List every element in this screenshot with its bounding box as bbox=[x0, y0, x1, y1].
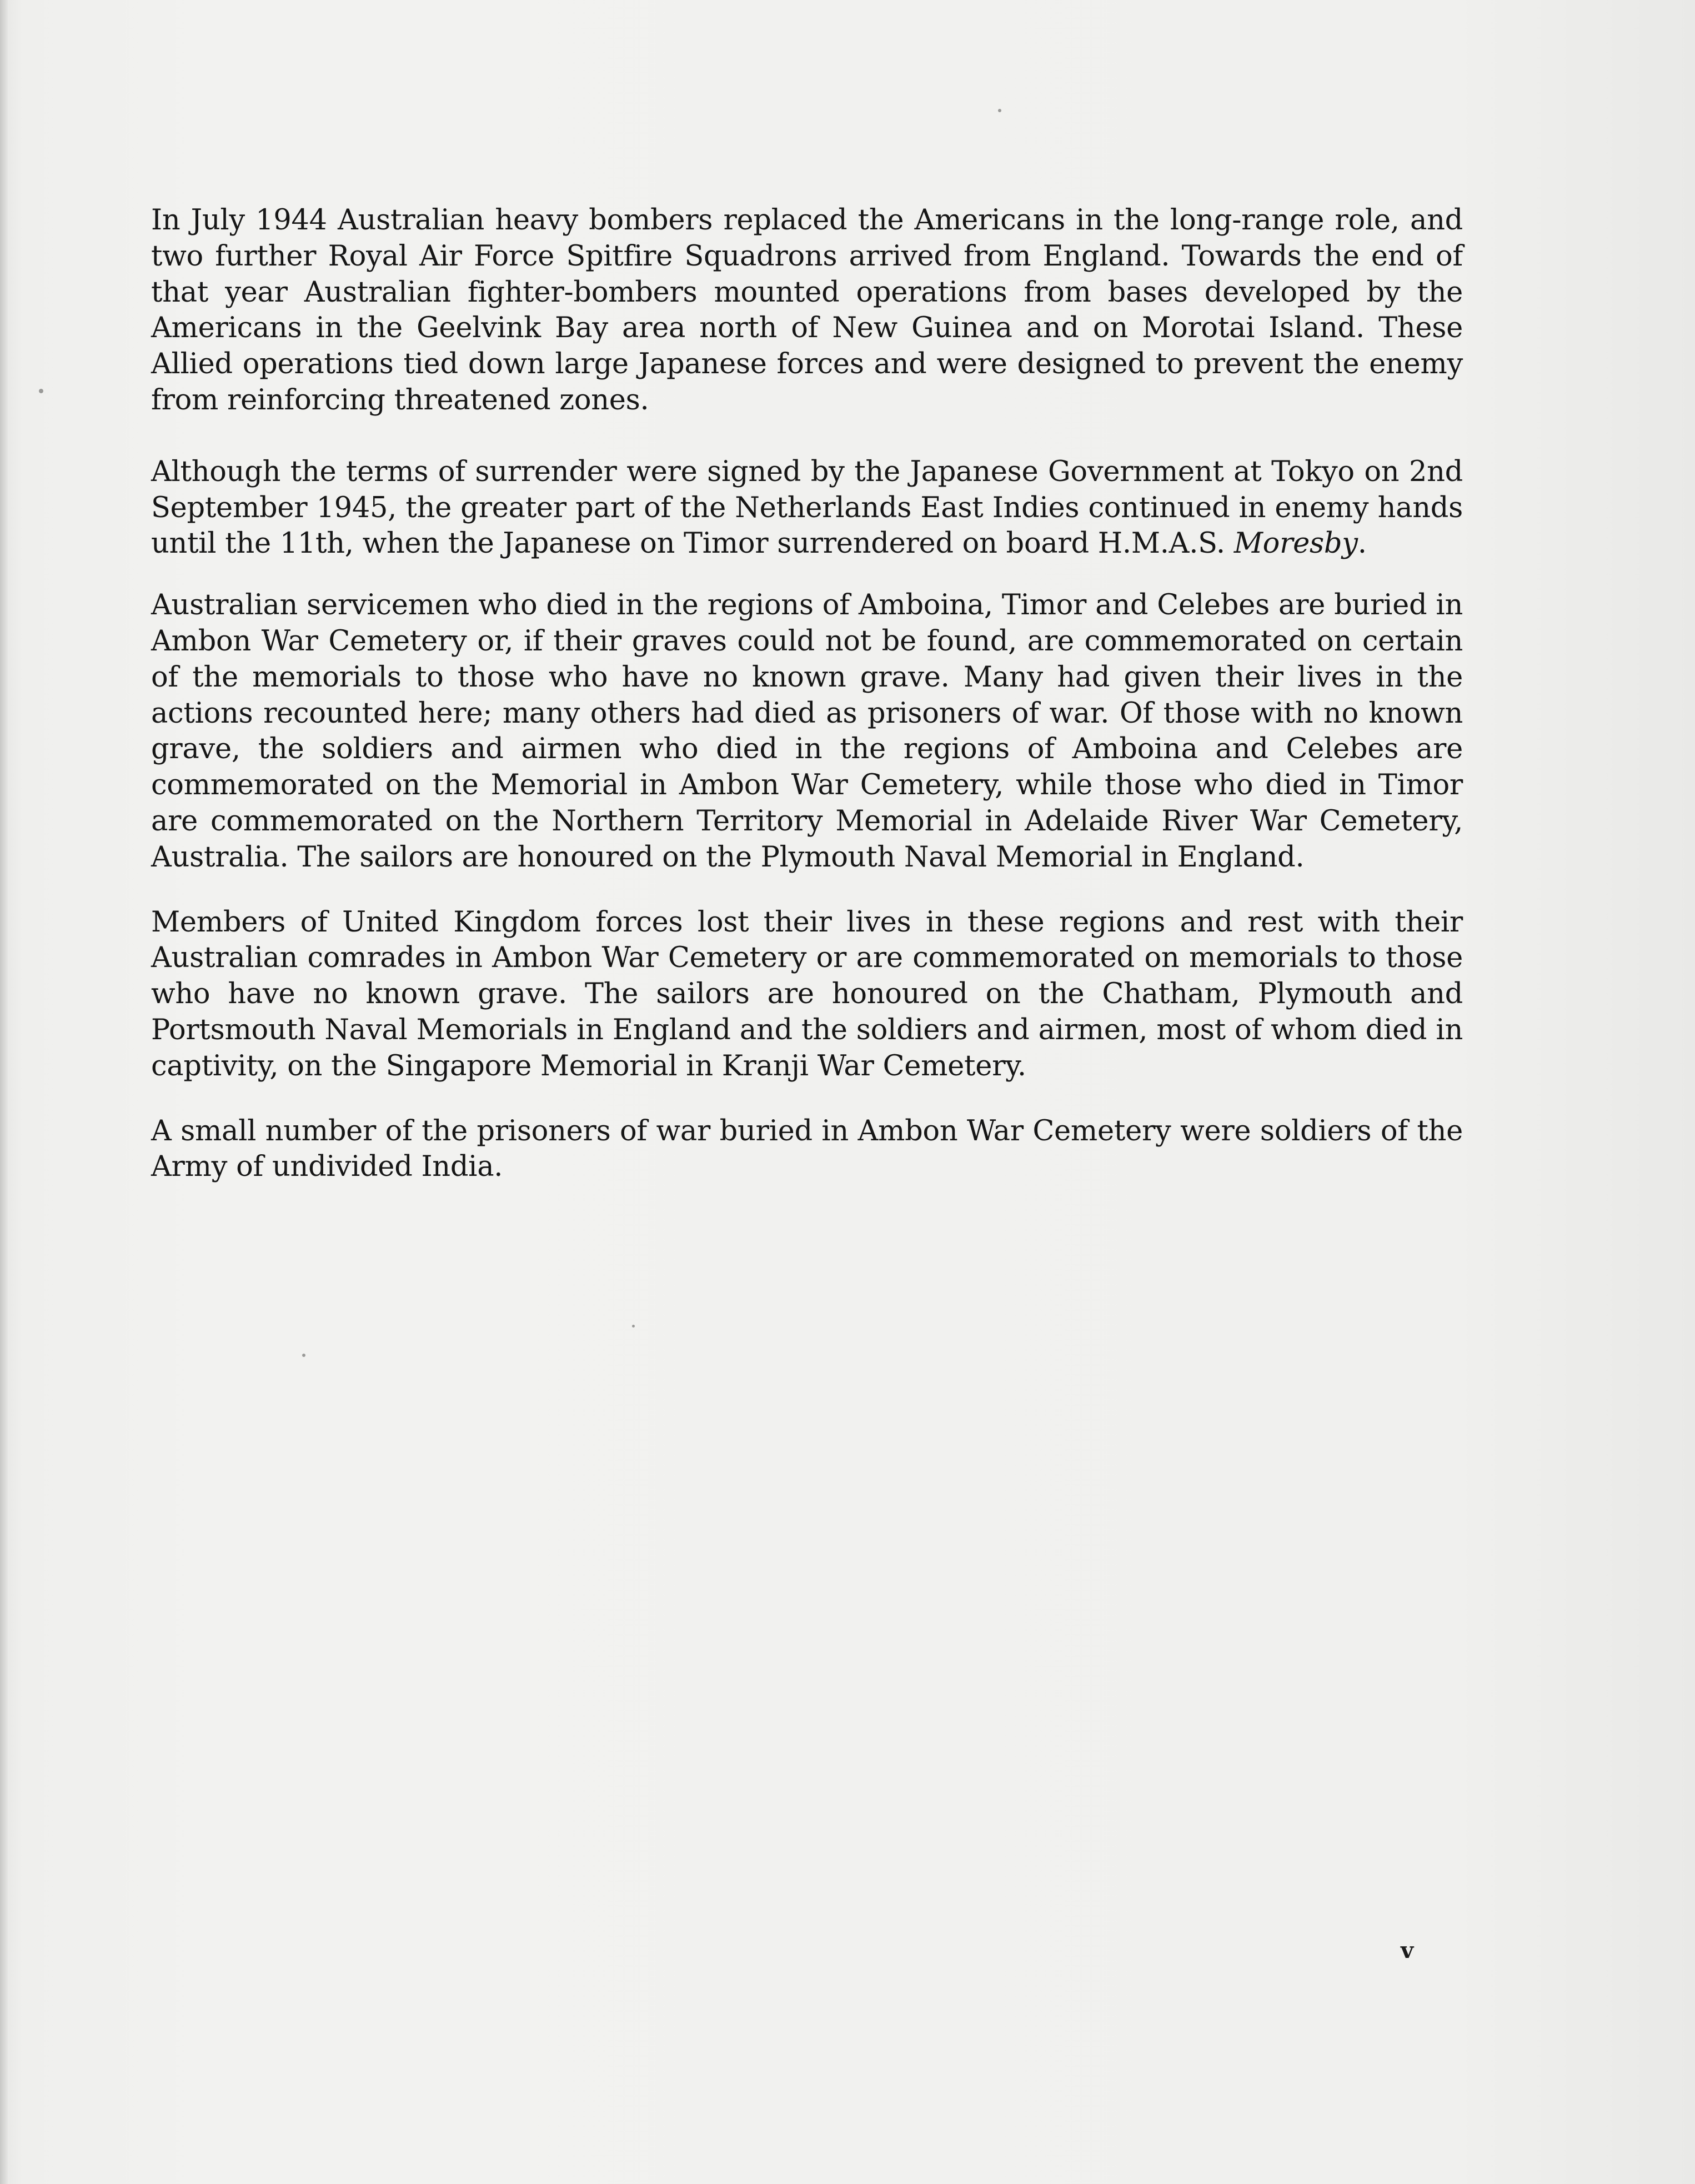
page-number: v bbox=[1401, 1937, 1414, 1963]
body-text bbox=[151, 203, 1463, 1185]
page-edge-shadow bbox=[0, 0, 8, 2184]
scan-speck bbox=[632, 1325, 635, 1328]
paragraph-2-text: Although the terms of surrender were signed by the Japanese Government at Tokyo on 2nd September 1945, the greater part of the Netherlands East Indies continued in enemy hands until the 11th, when the Japanese on Timor surrendered on board H.M.A.S. bbox=[151, 455, 1463, 560]
paragraph-1: In July 1944 Australian heavy bombers replaced the Americans in the long-range role, and two further Royal Air Force Spitfire Squadrons arrived from England. Towards the end of that year Australian fighter-bombers mounted operations from bases developed by the Americans in the Geelvink Bay area north of New Guinea and on Morotai Island. These Allied operations tied down large Japanese forces and were designed to prevent the enemy from reinforcing threatened zones. bbox=[151, 204, 1463, 417]
paragraph-3: Australian servicemen who died in the regions of Amboina, Timor and Celebes are buried in Ambon War Cemetery or, if their graves could not be found, are commemorated on certain of the memorials to those who have no known grave. Many had given their lives in the actions recounted here; many others had died as prisoners of war. Of those with no known grave, the soldiers and airmen who died in the regions of Amboina and Celebes are commemorated on the Memorial in Ambon War Cemetery, while those who died in Timor are commemorated on the Northern Territory Memorial in Adelaide River War Cemetery, Australia. The sailors are honoured on the Plymouth Naval Memorial in England. bbox=[151, 589, 1463, 874]
paragraph-2-tail: . bbox=[1357, 527, 1367, 560]
paragraph-5: A small number of the prisoners of war buried in Ambon War Cemetery were soldiers of the Army of undivided India. bbox=[151, 1114, 1463, 1184]
scan-speck bbox=[998, 109, 1001, 112]
scan-speck bbox=[39, 389, 43, 393]
paragraph-2 bbox=[151, 454, 1463, 562]
paragraph-4: Members of United Kingdom forces lost their lives in these regions and rest with their Australian comrades in Ambon War Cemetery or are commemorated on memorials to those who have no known grave. The sailors are honoured on the Chatham, Plymouth and Portsmouth Naval Memorials in England and the soldiers and airmen, most of whom died in captivity, on the Singapore Memorial in Kranji War Cemetery. bbox=[151, 905, 1463, 1083]
ship-name: Moresby bbox=[1233, 527, 1358, 560]
scan-speck bbox=[302, 1354, 305, 1357]
